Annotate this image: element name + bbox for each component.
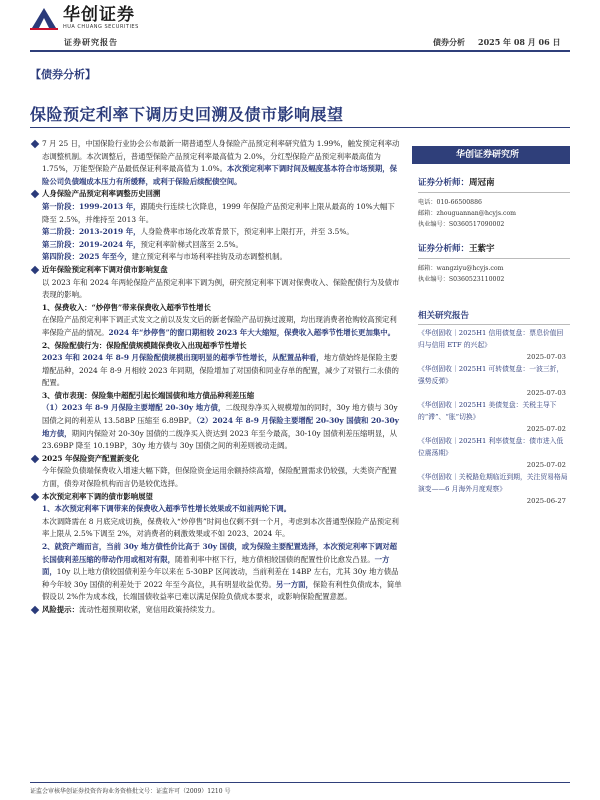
section-heading-2025: 2025 年保险资产配置新变化 <box>30 453 402 466</box>
analyst-2-email[interactable]: 邮箱：wangziyu@hcyjs.com <box>418 265 504 272</box>
section-heading-outlook: 本次预定利率下调的债市影响展望 <box>30 491 402 504</box>
analyst-1-email[interactable]: 邮箱：zhouguannan@hcyjs.com <box>418 210 517 217</box>
analyst-1-phone: 电话：010-66500886 <box>418 199 482 206</box>
stage-4: 第四阶段：2025 年至今，建立预定利率与市场利率挂钩及动态调整机制。 <box>42 252 287 262</box>
subheading-premium: 1、保费收入：“炒停售”带来保费收入超季节性增长 <box>42 302 211 312</box>
section-heading-history: 人身保险产品预定利率调整历史回溯 <box>30 188 402 201</box>
premium-paragraph: 在保险产品预定利率下调正式发文之前以及发文后的新老保险产品切换过渡期，均出现消费者抢购较高预定利率保险产品的情况。2024 年“炒停售”的窗口期相较 2023 年大大缩短，保费收入超季节性增长更加集中。 <box>42 315 397 337</box>
title-divider <box>30 127 570 128</box>
subheading-market: 3、债市表现：保险集中超配引起长端国债和地方债品种利差压缩 <box>42 390 255 400</box>
report-category: 【债券分析】 <box>30 68 96 81</box>
outlook-1-paragraph: 本次调降需在 8 月底完成切换，保费收入“炒停售”时间也仅剩不到一个月，考虑到本次普通型保险产品预定利率上限从 2.5%下调至 2%，对消费者的刺激效果或不如 2023、2024 年。 <box>42 516 399 539</box>
outlook-2-paragraph: 2、就资产端而言，当前 30y 地方债性价比高于 30y 国债，或为保险主要配置选择，本次预定利率下调对超长国债利差压缩的带动作用或相对有限，随着利率中枢下行，地方债相较国债的配置性价比愈发凸显。一方面，10y 以上地方债较国债利差今年以来在 5-30BP 区间波动，当前利差在 14BP 左右，尤其 30y 地方债品种今年较 30y 国债的利差处于 2022 年至今高位，具有明显收益优势。另一方面，保险有利性负债成本，简单假设以 2%作为成本线，长端国债收益率已难以满足保险负债成本要求，或影响保险配置意愿。 <box>42 542 402 602</box>
report-title: 保险预定利率下调历史回溯及债市影响展望 <box>30 105 344 124</box>
report-header <box>0 0 600 48</box>
paragraph-2025: 今年保险负债端保费收入增速大幅下降，但保险资金运用余额持续高增，保险配置需求仍较强，大类资产配置方面，债券对保险机构而言仍是较优选择。 <box>42 466 397 489</box>
analyst-2-cert: 执业编号：S0360523110002 <box>418 276 505 283</box>
market-paragraph: （1）2023 年 8-9 月保险主要增配 20-30y 地方债，二级现券净买入规模增加的同时，30y 地方债与 30y 国债之间的利差从 13.58BP 压缩至 6.89BP。（2）2024 年 8-9 月保险主要增配 20-30y 国债和 20-30y 地方债，期间内保险对 20-30y 国债的二级净买入资达到 2023 年至今最高，30-10y 国债利差压缩明显，从 23.69BP 降至 10.19BP，30y 地方债与 30y 国债之间的利差则被动走阔。 <box>42 403 399 451</box>
related-report-item[interactable]: 《华创固收｜2025H1 信用债复盘：票息价值回归与信用 ETF 的兴起》 2025-07-03 <box>418 329 566 361</box>
logo-mark-icon <box>30 6 58 30</box>
allocation-paragraph: 2023 年和 2024 年 8-9 月保险配债规模出现明显的超季节性增长，从配置品种看，地方债始终是保险主要增配品种，2024 年 8-9 月相较 2023 年同期，保险增加了对国债和同业存单的配置，减少了对银行二永债的配置。 <box>42 353 399 388</box>
related-report-item[interactable]: 《华创固收｜关税路危期临近到期，关注贸易格局演变——6 月海外月度观察》 2025-06-27 <box>418 473 568 505</box>
report-kind-label: 债券分析 <box>433 37 465 47</box>
bullet-diamond-icon <box>31 492 39 500</box>
related-report-item[interactable]: 《华创固收｜2025H1 美债复盘：关税主导下的“滞”、“胀”切换》 2025-07-02 <box>418 401 566 433</box>
section-heading-review: 近年保险预定利率下调对债市影响复盘 <box>30 264 402 277</box>
related-reports-heading: 相关研究报告 <box>418 311 470 321</box>
main-body <box>30 138 402 788</box>
bullet-diamond-icon <box>31 606 39 614</box>
review-intro: 以 2023 年和 2024 年两轮保险产品预定利率下调为例，研究预定利率下调对保费收入、保险配债行为及债市表现的影响。 <box>42 277 400 300</box>
company-logo <box>30 6 139 30</box>
footer-divider <box>30 782 570 783</box>
risk-warning: 风险提示：流动性超预期收紧，宽信用政策持续发力。 <box>30 604 402 617</box>
bullet-diamond-icon <box>31 455 39 463</box>
header-divider <box>30 50 570 52</box>
summary-paragraph: 7 月 25 日，中国保险行业协会公布最新一期普通型人身保险产品预定利率研究值为 1.99%，触发预定利率动态调整机制。本次调整后，普通型保险产品预定利率最高值为 2.0%，分红型保险产品预定利率最高值为 1.75%，万能型保险产品最低保证利率最高值为 1.0%。本次预定利率下调时间及幅度基本符合市场预期，保险公司负债端成本压力有所缓释，或利于保险后续配债空间。 <box>30 138 402 188</box>
report-date: 2025 年 08 月 06 日 <box>478 37 561 47</box>
analyst-card-2 <box>412 242 570 285</box>
sidebar <box>412 138 570 788</box>
logo-english-name: HUA CHUANG SECURITIES <box>63 24 139 30</box>
subheading-outlook-1: 1、本次预定利率下调带来的保费收入超季节性增长效果或不如前两轮下调。 <box>42 504 292 514</box>
stage-1: 第一阶段：1999-2013 年，跟随央行连续七次降息，1999 年保险产品预定利率上限从最高的 10%大幅下降至 2.5%，并维持至 2013 年。 <box>42 201 395 224</box>
related-divider <box>418 324 570 325</box>
bullet-diamond-icon <box>31 140 39 148</box>
institute-banner: 华创证券研究所 <box>412 146 570 164</box>
stage-2: 第二阶段：2013-2019 年，人身险费率市场化改革背景下，预定利率上限打开，并至 3.5%。 <box>42 227 354 237</box>
footer-license: 证监会审核华创证券投资咨询业务资格批文号：证监许可（2009）1210 号 <box>30 788 231 795</box>
analyst-2-heading: 证券分析师：王紫宇 <box>418 244 495 254</box>
subheading-allocation: 2、保险配债行为：保险配债规模随保费收入出现超季节性增长 <box>42 340 247 350</box>
analyst-divider <box>418 192 570 193</box>
related-report-item[interactable]: 《华创固收｜2025H1 可转债复盘：一波三折，强势反弹》 2025-07-03 <box>418 365 566 397</box>
analyst-card-1 <box>412 176 570 230</box>
analyst-1-heading: 证券分析师：周冠南 <box>418 178 495 188</box>
related-report-item[interactable]: 《华创固收｜2025H1 利率债复盘：债市进入低位震荡期》 2025-07-02 <box>418 437 566 469</box>
analyst-1-cert: 执业编号：S0360517090002 <box>418 221 505 228</box>
logo-chinese-name: 华创证券 <box>63 5 135 25</box>
stage-3: 第三阶段：2019-2024 年，预定利率阶梯式回落至 2.5%。 <box>42 239 243 249</box>
analyst-divider <box>418 258 570 259</box>
bullet-diamond-icon <box>31 266 39 274</box>
report-type-label: 证券研究报告 <box>64 37 118 47</box>
bullet-diamond-icon <box>31 190 39 198</box>
